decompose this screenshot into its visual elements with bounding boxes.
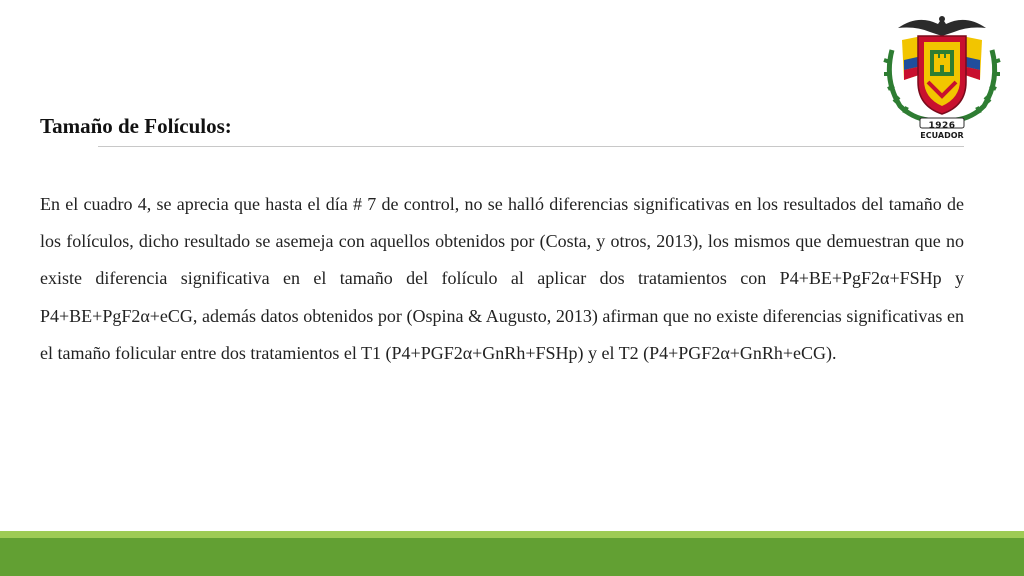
title-divider [98,146,964,147]
body-paragraph: En el cuadro 4, se aprecia que hasta el día # 7 de control, no se halló diferencias significativas en los resultados del tamaño de los folículos, dicho resultado se asemeja con aquellos obtenidos por (Costa, y otros, 2013), los mismos que demuestran que no existe diferencia significativa en el tamaño del folículo al aplicar dos tratamientos con P4+BE+PgF2α+FSHp y P4+BE+PgF2α+eCG, además datos obtenidos por (Ospina & Augusto, 2013) afirman que no existe diferencias significativas en el tamaño folicular entre dos tratamientos el T1 (P4+PGF2α+GnRh+FSHp) y el T2 (P4+PGF2α+GnRh+eCG). [40,194,964,363]
footer-band-dark [0,538,1024,576]
crest-year: 1926 [928,121,956,131]
crest-country: ECUADOR [920,131,964,140]
slide-title: Tamaño de Folículos: [40,114,232,138]
university-crest-icon [878,10,1006,142]
footer-band-light [0,531,1024,538]
